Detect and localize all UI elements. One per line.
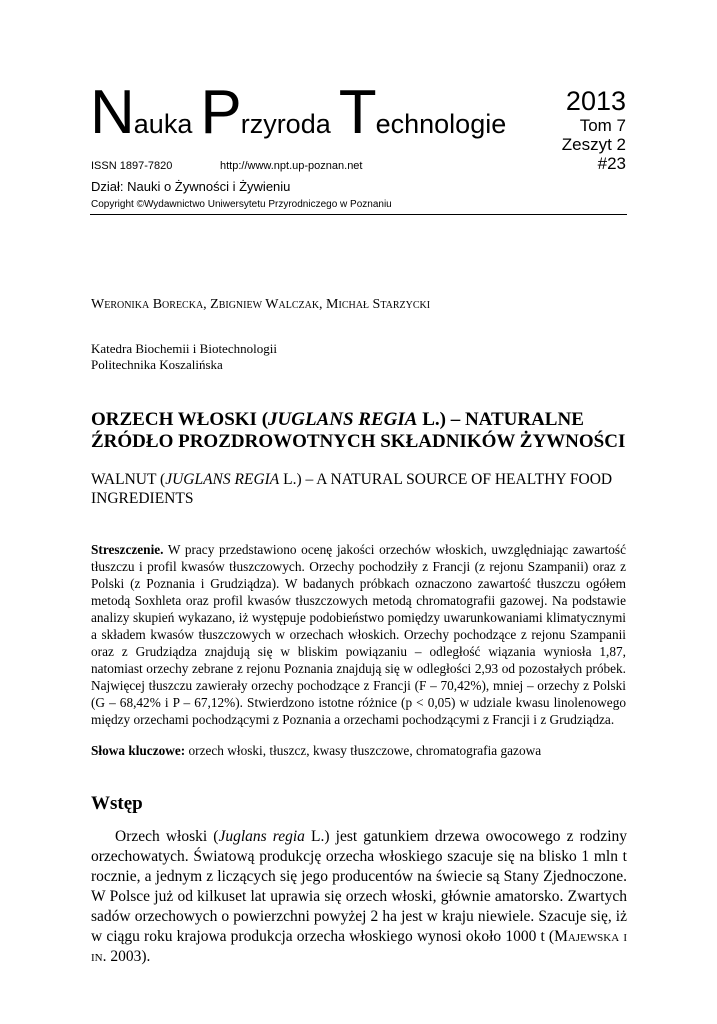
journal-title-word: rzyroda	[240, 109, 331, 139]
authors: Weronika Borecka, Zbigniew Walczak, Michał Starzycki	[91, 297, 431, 312]
keywords-label: Słowa kluczowe:	[91, 743, 186, 758]
title-text: ŹRÓDŁO PROZDROWOTNYCH SKŁADNIKÓW ŻYWNOŚCI	[91, 431, 626, 452]
copyright: Copyright ©Wydawnictwo Uniwersytetu Przyrodniczego w Poznaniu	[91, 199, 392, 210]
journal-title	[90, 78, 514, 147]
article-title-english	[91, 470, 631, 508]
journal-title-initial: N	[90, 78, 134, 147]
header-divider	[90, 214, 627, 215]
intro-paragraph	[91, 827, 627, 967]
title-text: ORZECH WŁOSKI (	[91, 409, 269, 430]
journal-url[interactable]: http://www.npt.up-poznan.net	[220, 160, 363, 172]
title-text: WALNUT (	[91, 471, 166, 488]
section-heading: Wstęp	[91, 793, 143, 814]
abstract-text: W pracy przedstawiono ocenę jakości orzechów włoskich, uwzględniając zawartość tłuszczu i profil kwasów tłuszczowych. Orzechy pochodziły z Francji (z rejonu Szampanii) oraz z Polski (z Poznania i Grudziądza). W badanych próbkach oznaczono zawartość tłuszczu ogółem metodą Soxhleta oraz profil kwasów tłuszczowych metodą chromatografii gazowej. Na podstawie analizy skupień wykazano, iż występuje podobieństwo pomiędzy uwarunkowaniami klimatycznymi a składem kwasów tłuszczowych w orzechach włoskich. Orzechy pochodzące z rejonu Szampanii oraz z Grudziądza znajdują się w bliskim powiązaniu – odległość wiązania wyniosła 1,87, natomiast orzechy zebrane z rejonu Poznania znajdują się w odległości 2,93 od pozostałych próbek. Najwięcej tłuszczu zawierały orzechy pochodzące z Francji (F – 70,42%), mniej – orzechy z Polski (G – 68,42% i P – 67,12%). Stwierdzono istotne różnice (p < 0,05) w udziale kwasu linolenowego między orzechami pochodzącymi z Poznania a orzechami pochodzącymi z Francji i z Grudziądza.	[91, 542, 626, 727]
title-text: L.) – NATURALNE	[417, 409, 584, 430]
affiliation-institution: Politechnika Koszalińska	[91, 357, 223, 372]
paragraph-text: 2003).	[106, 948, 151, 965]
affiliation	[91, 341, 277, 373]
title-species: JUGLANS REGIA	[165, 471, 280, 488]
issue-volume: Tom 7	[579, 116, 626, 135]
issn: ISSN 1897-7820	[91, 160, 173, 172]
journal-title-word: echnologie	[375, 109, 507, 139]
abstract	[91, 541, 626, 728]
affiliation-department: Katedra Biochemii i Biotechnologii	[91, 341, 277, 356]
abstract-label: Streszczenie.	[91, 542, 164, 557]
title-species: JUGLANS REGIA	[268, 409, 418, 430]
paragraph-text: Orzech włoski (	[115, 828, 219, 845]
paragraph-text: L.) jest gatunkiem drzewa owocowego z rodziny orzechowatych. Światową produkcję orzecha włoskiego szacuje się na blisko 1 mln t rocznie, a jednym z liczących się jego producentów na świecie są Stany Zjednoczone. W Polsce już od kilkuset lat uprawia się orzech włoski, głównie amatorsko. Zwartych sadów orzechowych o powierzchni powyżej 2 ha jest w kraju niewiele. Szacuje się, iż w ciągu roku krajowa produkcja orzecha włoskiego wynosi około 1000 t (	[91, 828, 627, 945]
keywords	[91, 742, 626, 759]
issue-year: 2013	[565, 86, 626, 116]
species-name: Juglans regia	[218, 828, 305, 845]
citation: Majewska i in.	[91, 928, 627, 965]
journal-title-initial: T	[338, 78, 376, 147]
issue-number: Zeszyt 2	[561, 135, 626, 154]
journal-section: Dział: Nauki o Żywności i Żywieniu	[91, 179, 291, 194]
article-title-polish	[91, 409, 631, 453]
journal-title-initial: P	[200, 78, 241, 147]
keywords-text: orzech włoski, tłuszcz, kwasy tłuszczowe, chromatografia gazowa	[185, 743, 542, 758]
issue-serial: #23	[597, 154, 626, 173]
issue-info	[562, 86, 626, 173]
journal-title-word: auka	[133, 109, 193, 139]
title-text: L.) – A NATURAL SOURCE OF HEALTHY FOOD INGREDIENTS	[91, 471, 613, 507]
